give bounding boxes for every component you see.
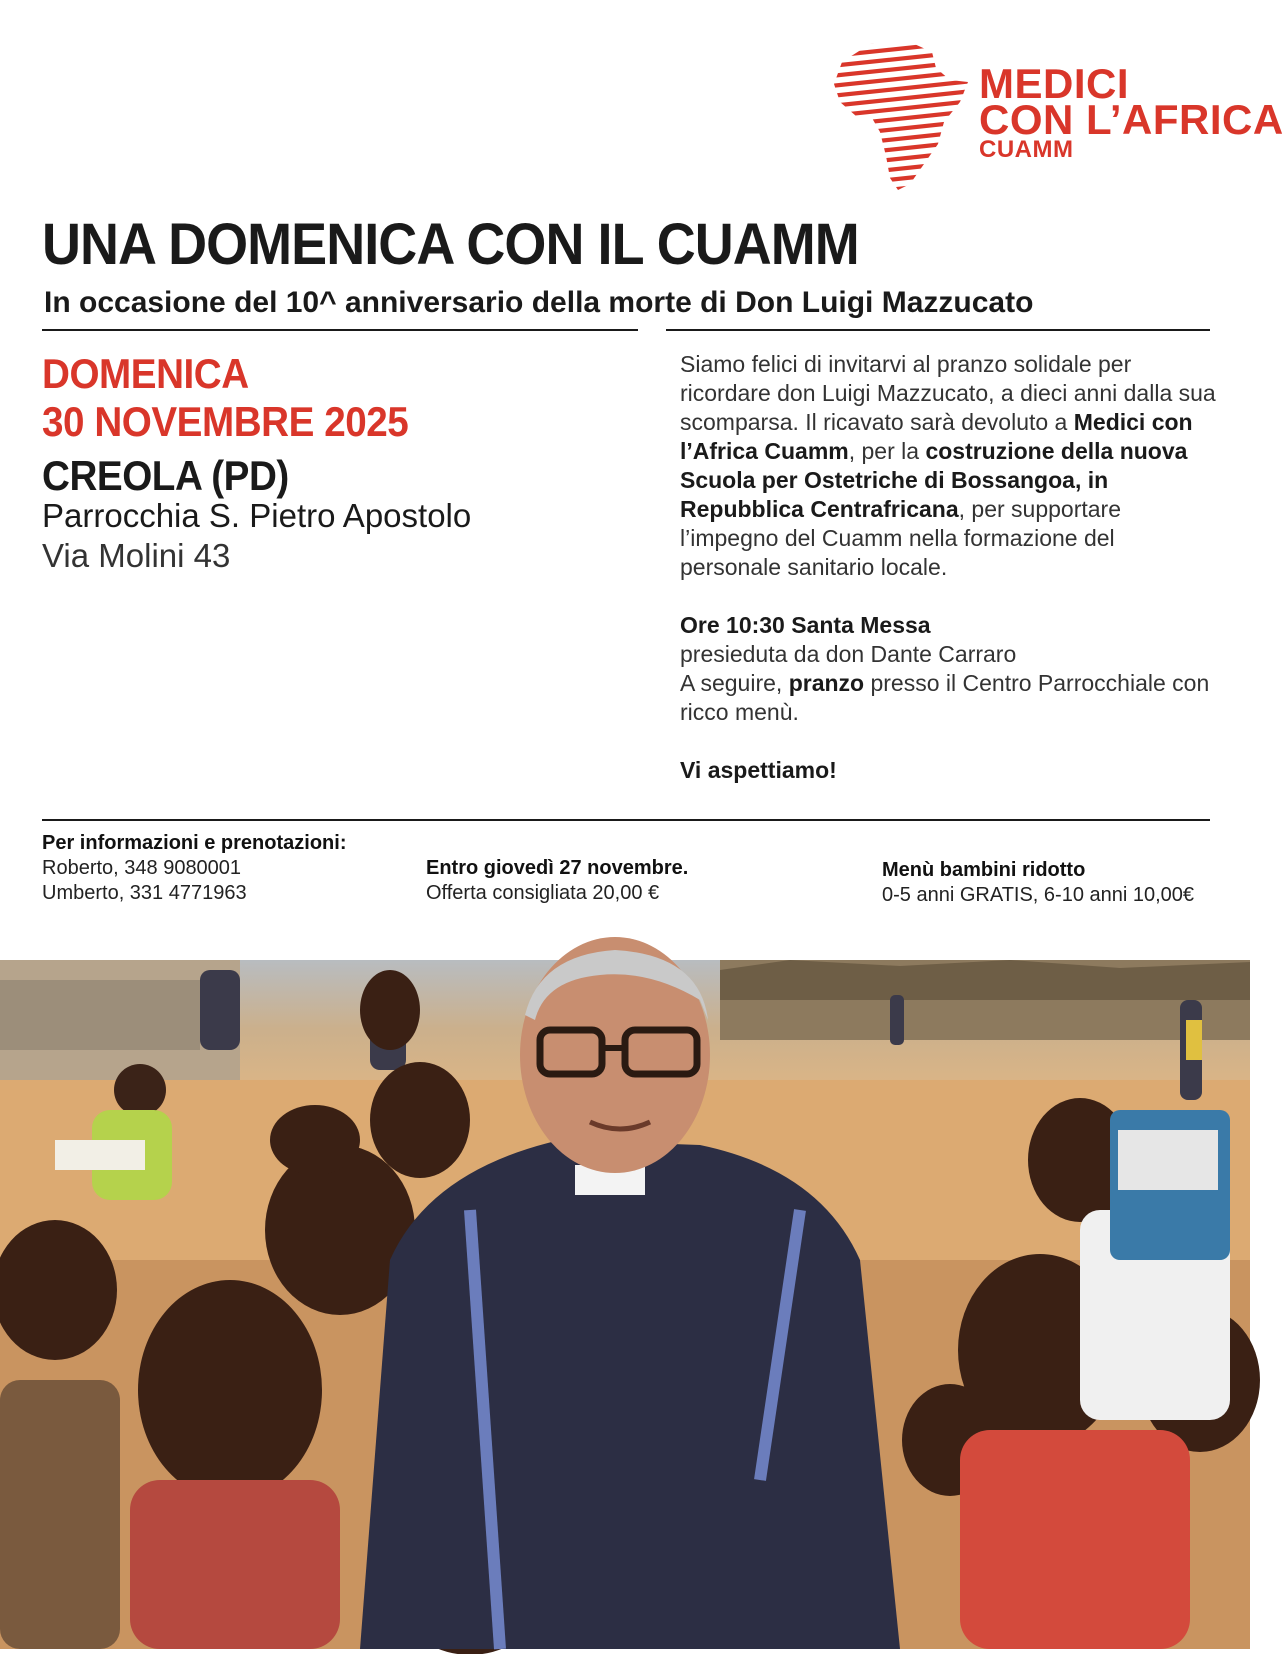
divider-footer [42, 819, 1210, 821]
page-title: UNA DOMENICA CON IL CUAMM [42, 212, 859, 277]
event-photo [0, 960, 1250, 1649]
mass-time: Ore 10:30 Santa Messa [680, 612, 931, 638]
contacts-title: Per informazioni e prenotazioni: [42, 832, 347, 854]
kids-menu-detail: 0-5 anni GRATIS, 6-10 anni 10,00€ [882, 884, 1195, 906]
event-date: 30 NOVEMBRE 2025 [42, 398, 409, 445]
cuamm-logo [832, 40, 1284, 190]
event-description [680, 350, 1220, 785]
logo-text-cuamm: CUAMM [979, 136, 1074, 163]
event-church: Parrocchia S. Pietro Apostolo [42, 497, 472, 534]
event-day: DOMENICA [42, 350, 249, 397]
kids-menu-block [882, 858, 1194, 908]
page-subtitle: In occasione del 10^ anniversario della morte di Don Luigi Mazzucato [44, 286, 1034, 319]
africa-logo-icon [832, 40, 970, 190]
deadline-block [426, 856, 688, 906]
closing-text: Vi aspettiamo! [680, 757, 837, 783]
contact-roberto: Roberto, 348 9080001 [42, 857, 242, 879]
deadline-text: Entro giovedì 27 novembre. [426, 857, 689, 879]
lunch-info: A seguire, pranzo presso il Centro Parrocchiale con ricco menù. [680, 670, 1210, 725]
event-place: CREOLA (PD) [42, 452, 289, 499]
contacts-block [42, 831, 346, 906]
logo-text-africa: CON L’AFRICA [979, 96, 1284, 143]
divider-right [666, 329, 1210, 331]
kids-menu-title: Menù bambini ridotto [882, 859, 1086, 881]
description-paragraph: Siamo felici di invitarvi al pranzo solidale per ricordare don Luigi Mazzucato, a dieci anni dalla sua scomparsa. Il ricavato sarà devoluto a Medici con l’Africa Cuamm, per la costruzione della nuova Scuola per Ostetriche di Bossangoa, in Repubblica Centrafricana, per supportare l’impegno del Cuamm nella formazione del personale sanitario locale. [680, 351, 1216, 580]
event-address: Via Molini 43 [42, 537, 231, 574]
mass-detail: presieduta da don Dante Carraro [680, 641, 1017, 667]
divider-left [42, 329, 638, 331]
contact-umberto: Umberto, 331 4771963 [42, 882, 247, 904]
logo-text-medici: MEDICI [979, 60, 1129, 107]
offer-text: Offerta consigliata 20,00 € [426, 882, 660, 904]
photo-illustration [0, 960, 1250, 1649]
